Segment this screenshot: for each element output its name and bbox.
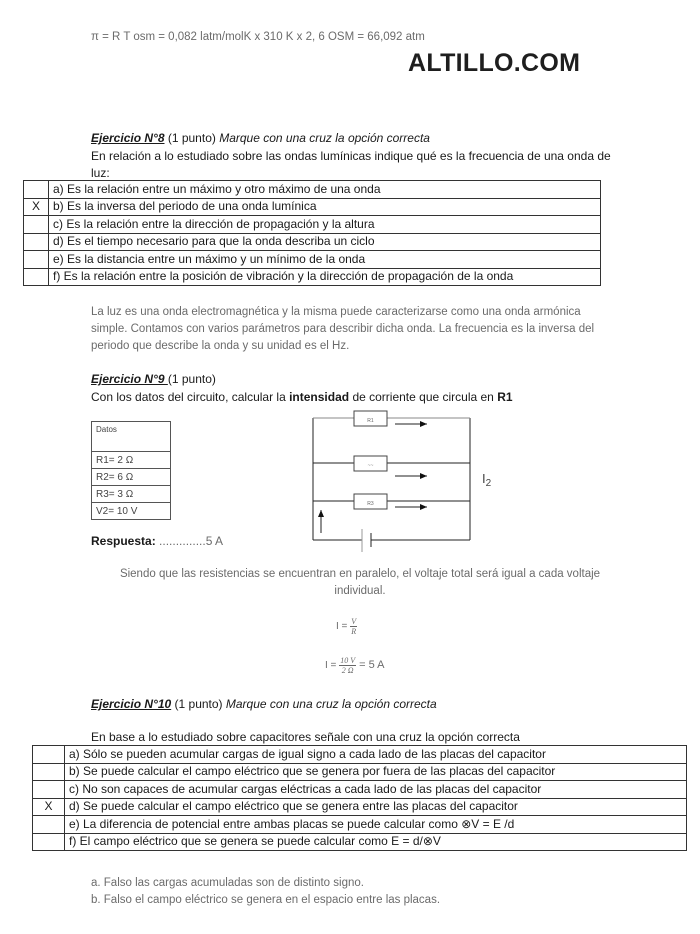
formula-denominator: R: [351, 627, 357, 636]
exercise-10-points: (1 punto): [171, 697, 226, 711]
exercise-8-heading: [91, 131, 430, 145]
option-row[interactable]: [33, 833, 687, 851]
resistor-r1: [354, 411, 387, 426]
exercise-9-explanation-line-2: individual.: [334, 585, 386, 597]
svg-text:~~: ~~: [367, 463, 374, 469]
exercise-10-heading: [91, 697, 437, 711]
option-row[interactable]: [24, 216, 601, 234]
option-row[interactable]: [24, 198, 601, 216]
answer-label: Respuesta:: [91, 534, 156, 548]
option-mark-cell[interactable]: [24, 181, 49, 199]
exercise-8-title: Ejercicio N°8: [91, 131, 165, 145]
option-text: f) Es la relación entre la posición de vibración y la dirección de propagación de la onda: [49, 268, 601, 286]
datos-row: V2= 10 V: [92, 503, 171, 520]
ohm-law-formula: [336, 617, 357, 636]
exercise-9-question: [91, 389, 513, 406]
formula-numerator: V: [351, 617, 357, 626]
option-row[interactable]: [24, 181, 601, 199]
exercise-8-points: (1 punto): [164, 131, 220, 145]
option-mark-cell[interactable]: [33, 833, 65, 851]
question-text: de corriente que circula en: [349, 390, 498, 404]
question-text: Con los datos del circuito, calcular la: [91, 390, 290, 404]
option-mark-cell[interactable]: [33, 763, 65, 781]
option-text: c) No son capaces de acumular cargas eléctricas a cada lado de las placas del capacitor: [65, 781, 687, 799]
exercise-9-explanation: [90, 566, 630, 600]
exercise-8-explanation: [91, 304, 651, 355]
option-mark-cell[interactable]: X: [33, 798, 65, 816]
exercise-9-heading: [91, 372, 216, 386]
exercise-8-instruction: Marque con una cruz la opción correcta: [219, 131, 430, 145]
exercise-8-question: [91, 148, 651, 182]
current-label-i2: $I_2$: [482, 471, 492, 489]
osmotic-pressure-formula: π = R T osm = 0,082 latm/molK x 310 K x 2, 6 OSM = 66,092 atm: [91, 31, 425, 43]
option-mark-cell[interactable]: [24, 216, 49, 234]
note-item: a. Falso las cargas acumuladas son de distinto signo.: [91, 877, 364, 889]
altillo-logo: ALTILLO.COM: [408, 49, 581, 77]
answer-value: ..............5 A: [155, 534, 224, 548]
option-mark-cell[interactable]: [24, 233, 49, 251]
datos-row: R1= 2 Ω: [92, 452, 171, 469]
option-text: a) Es la relación entre un máximo y otro máximo de una onda: [49, 181, 601, 199]
option-text: e) La diferencia de potencial entre ambas placas se puede calcular como ⊗V = E /d: [65, 816, 687, 834]
option-text: a) Sólo se pueden acumular cargas de igual signo a cada lado de las placas del capacitor: [65, 746, 687, 764]
exercise-10-instruction: Marque con una cruz la opción correcta: [225, 697, 437, 711]
exercise-8-explanation-line-3: periodo que describe la onda y su unidad es el Hz.: [91, 340, 350, 352]
option-mark-cell[interactable]: [24, 251, 49, 269]
exercise-9-explanation-line-1: Siendo que las resistencias se encuentran en paralelo, el voltaje total será igual a cada voltaje: [119, 568, 601, 580]
question-bold-r1: R1: [497, 390, 513, 404]
datos-table: [91, 421, 171, 520]
resistor-r2: [354, 456, 387, 471]
option-text: d) Es el tiempo necesario para que la onda describa un ciclo: [49, 233, 601, 251]
option-text: d) Se puede calcular el campo eléctrico que se genera entre las placas del capacitor: [65, 798, 687, 816]
exercise-8-explanation-line-1: La luz es una onda electromagnética y la misma puede caracterizarse como una onda armónica: [91, 306, 581, 318]
option-mark-cell[interactable]: [33, 781, 65, 799]
current-arrows: [321, 424, 427, 533]
exercise-10-question: En base a lo estudiado sobre capacitores señale con una cruz la opción correcta: [91, 730, 520, 744]
datos-row: R2= 6 Ω: [92, 469, 171, 486]
option-text: e) Es la distancia entre un máximo y un mínimo de la onda: [49, 251, 601, 269]
exercise-8-options-table: [23, 180, 601, 286]
formula-denominator: 2 Ω: [341, 666, 354, 675]
exercise-9-points: (1 punto): [167, 372, 216, 386]
ohm-law-calculation: [325, 656, 385, 675]
option-mark-cell[interactable]: [24, 268, 49, 286]
svg-text:R3: R3: [367, 501, 374, 507]
datos-row: R3= 3 Ω: [92, 486, 171, 503]
option-row[interactable]: [33, 746, 687, 764]
option-mark-cell[interactable]: X: [24, 198, 49, 216]
exercise-10-title: Ejercicio N°10: [91, 697, 172, 711]
option-row[interactable]: [33, 763, 687, 781]
option-row[interactable]: [24, 251, 601, 269]
option-mark-cell[interactable]: [33, 816, 65, 834]
exercise-8-question-line-1: En relación a lo estudiado sobre las ondas lumínicas indique qué es la frecuencia de una onda de: [91, 149, 611, 163]
option-row[interactable]: [24, 268, 601, 286]
svg-text:R1: R1: [367, 418, 374, 424]
exercise-10-options-table: [32, 745, 687, 851]
formula-numerator: 10 V: [340, 656, 356, 665]
question-bold-intensidad: intensidad: [289, 390, 350, 404]
exercise-8-explanation-line-2: simple. Contamos con varios parámetros para describir dicha onda. La frecuencia es la inversa del: [91, 323, 595, 335]
note-item: b. Falso el campo eléctrico se genera en el espacio entre las placas.: [91, 894, 441, 906]
exercise-8-question-line-2: luz:: [91, 166, 110, 180]
exercise-10-notes: [91, 875, 440, 909]
option-row[interactable]: [33, 816, 687, 834]
formula-lhs: I =: [325, 660, 340, 672]
option-text: f) El campo eléctrico que se genera se puede calcular como E = d/⊗V: [65, 833, 687, 851]
option-row[interactable]: [33, 798, 687, 816]
option-row[interactable]: [24, 233, 601, 251]
exercise-9-title: Ejercicio N°9: [91, 372, 168, 386]
formula-result: = 5 A: [356, 659, 385, 672]
option-text: b) Es la inversa del periodo de una onda lumínica: [49, 198, 601, 216]
resistor-r3: [354, 494, 387, 509]
option-text: c) Es la relación entre la dirección de propagación y la altura: [49, 216, 601, 234]
exercise-9-answer: [91, 533, 223, 550]
option-text: b) Se puede calcular el campo eléctrico que se genera por fuera de las placas del capacitor: [65, 763, 687, 781]
datos-header: Datos: [92, 422, 171, 452]
parallel-circuit-diagram: [300, 405, 520, 560]
option-row[interactable]: [33, 781, 687, 799]
option-mark-cell[interactable]: [33, 746, 65, 764]
formula-lhs: I =: [336, 621, 351, 633]
